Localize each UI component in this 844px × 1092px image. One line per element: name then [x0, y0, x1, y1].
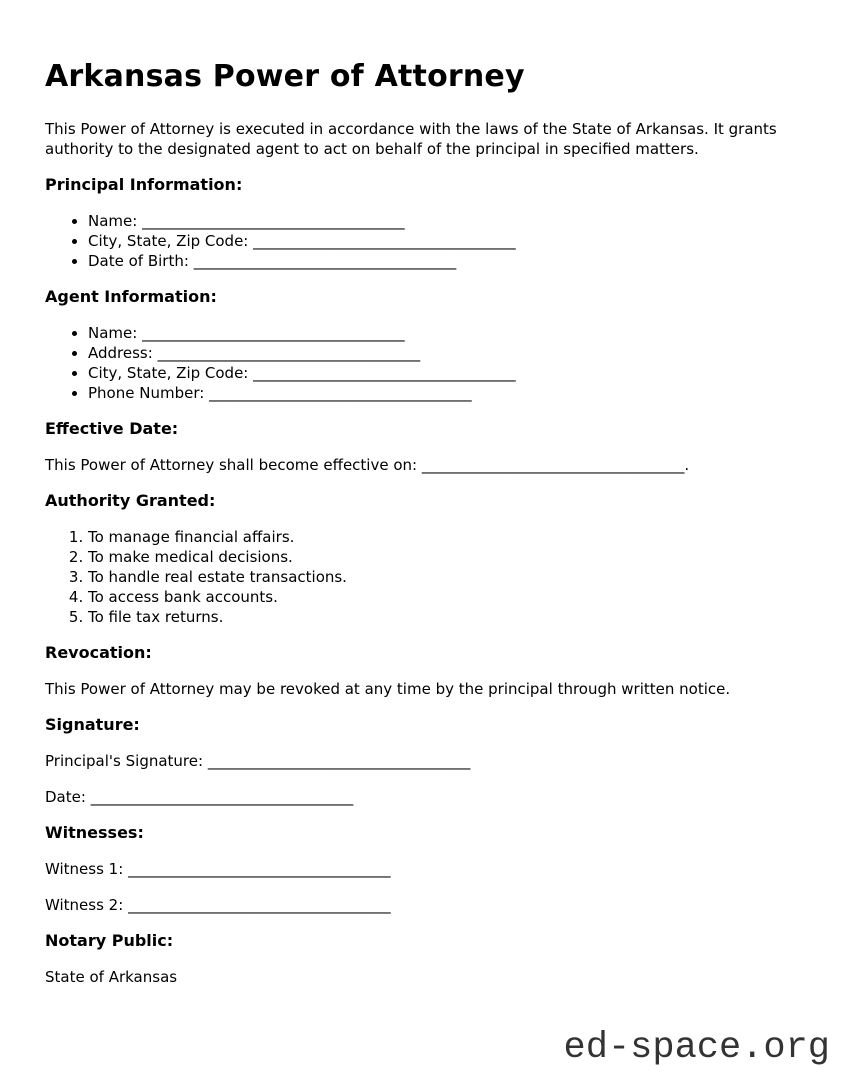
fill-in-blank: ___________________________________ [90, 788, 354, 806]
field-label: Date of Birth: [88, 252, 189, 270]
fill-in-blank: ___________________________________ [253, 364, 516, 382]
agent-fields-list [45, 323, 799, 403]
fill-in-blank: ___________________________________ [142, 212, 405, 230]
section-heading-witnesses: Witnesses: [45, 823, 144, 842]
fill-in-blank: ___________________________________ [128, 896, 391, 914]
field-witness-1 [45, 859, 799, 879]
field-principal-name [88, 211, 799, 231]
field-agent-city-state-zip [88, 363, 799, 383]
revocation-paragraph: This Power of Attorney may be revoked at any time by the principal through written notice. [45, 680, 731, 698]
field-label: City, State, Zip Code: [88, 232, 249, 250]
authority-granted-list [45, 527, 799, 627]
fill-in-blank: ___________________________________ [421, 456, 685, 474]
authority-item-real-estate: 3. To handle real estate transactions. [88, 567, 799, 587]
field-label: Address: [88, 344, 153, 362]
field-label: Phone Number: [88, 384, 205, 402]
effective-date-line [45, 455, 799, 475]
section-heading-signature: Signature: [45, 715, 140, 734]
field-label: Principal's Signature: [45, 752, 204, 770]
fill-in-blank: ___________________________________ [157, 344, 421, 362]
fill-in-blank: ___________________________________ [142, 324, 405, 342]
field-principal-city-state-zip [88, 231, 799, 251]
authority-item-bank-accounts: 4. To access bank accounts. [88, 587, 799, 607]
field-signature-date [45, 787, 799, 807]
authority-item-tax-returns: 5. To file tax returns. [88, 607, 799, 627]
section-heading-principal-information: Principal Information: [45, 175, 243, 194]
section-heading-effective-date: Effective Date: [45, 419, 179, 438]
fill-in-blank: ___________________________________ [253, 232, 516, 250]
field-label: Date: [45, 788, 86, 806]
fill-in-blank: ___________________________________ [193, 252, 457, 270]
field-principal-signature [45, 751, 799, 771]
field-principal-date-of-birth [88, 251, 799, 271]
fill-in-blank: ___________________________________ [207, 752, 471, 770]
field-label: Witness 2: [45, 896, 124, 914]
effective-date-period: . [684, 456, 690, 474]
notary-state-line: State of Arkansas [45, 968, 178, 986]
section-heading-revocation: Revocation: [45, 643, 152, 662]
field-agent-phone-number [88, 383, 799, 403]
field-label: City, State, Zip Code: [88, 364, 249, 382]
authority-item-financial: 1. To manage financial affairs. [88, 527, 799, 547]
effective-date-text: This Power of Attorney shall become effective on: [45, 456, 418, 474]
field-label: Name: [88, 212, 138, 230]
principal-fields-list [45, 211, 799, 271]
section-heading-authority-granted: Authority Granted: [45, 491, 216, 510]
fill-in-blank: ___________________________________ [209, 384, 472, 402]
authority-item-medical: 2. To make medical decisions. [88, 547, 799, 567]
document-title: Arkansas Power of Attorney [45, 59, 525, 94]
section-heading-notary-public: Notary Public: [45, 931, 174, 950]
watermark: ed-space.org [563, 1027, 830, 1069]
section-heading-agent-information: Agent Information: [45, 287, 217, 306]
field-agent-name [88, 323, 799, 343]
intro-paragraph: This Power of Attorney is executed in accordance with the laws of the State of Arkansas. It grants authority to the designated agent to act on behalf of the principal in specified matters. [45, 120, 777, 158]
fill-in-blank: ___________________________________ [128, 860, 391, 878]
field-agent-address [88, 343, 799, 363]
field-label: Name: [88, 324, 138, 342]
field-witness-2 [45, 895, 799, 915]
field-label: Witness 1: [45, 860, 124, 878]
